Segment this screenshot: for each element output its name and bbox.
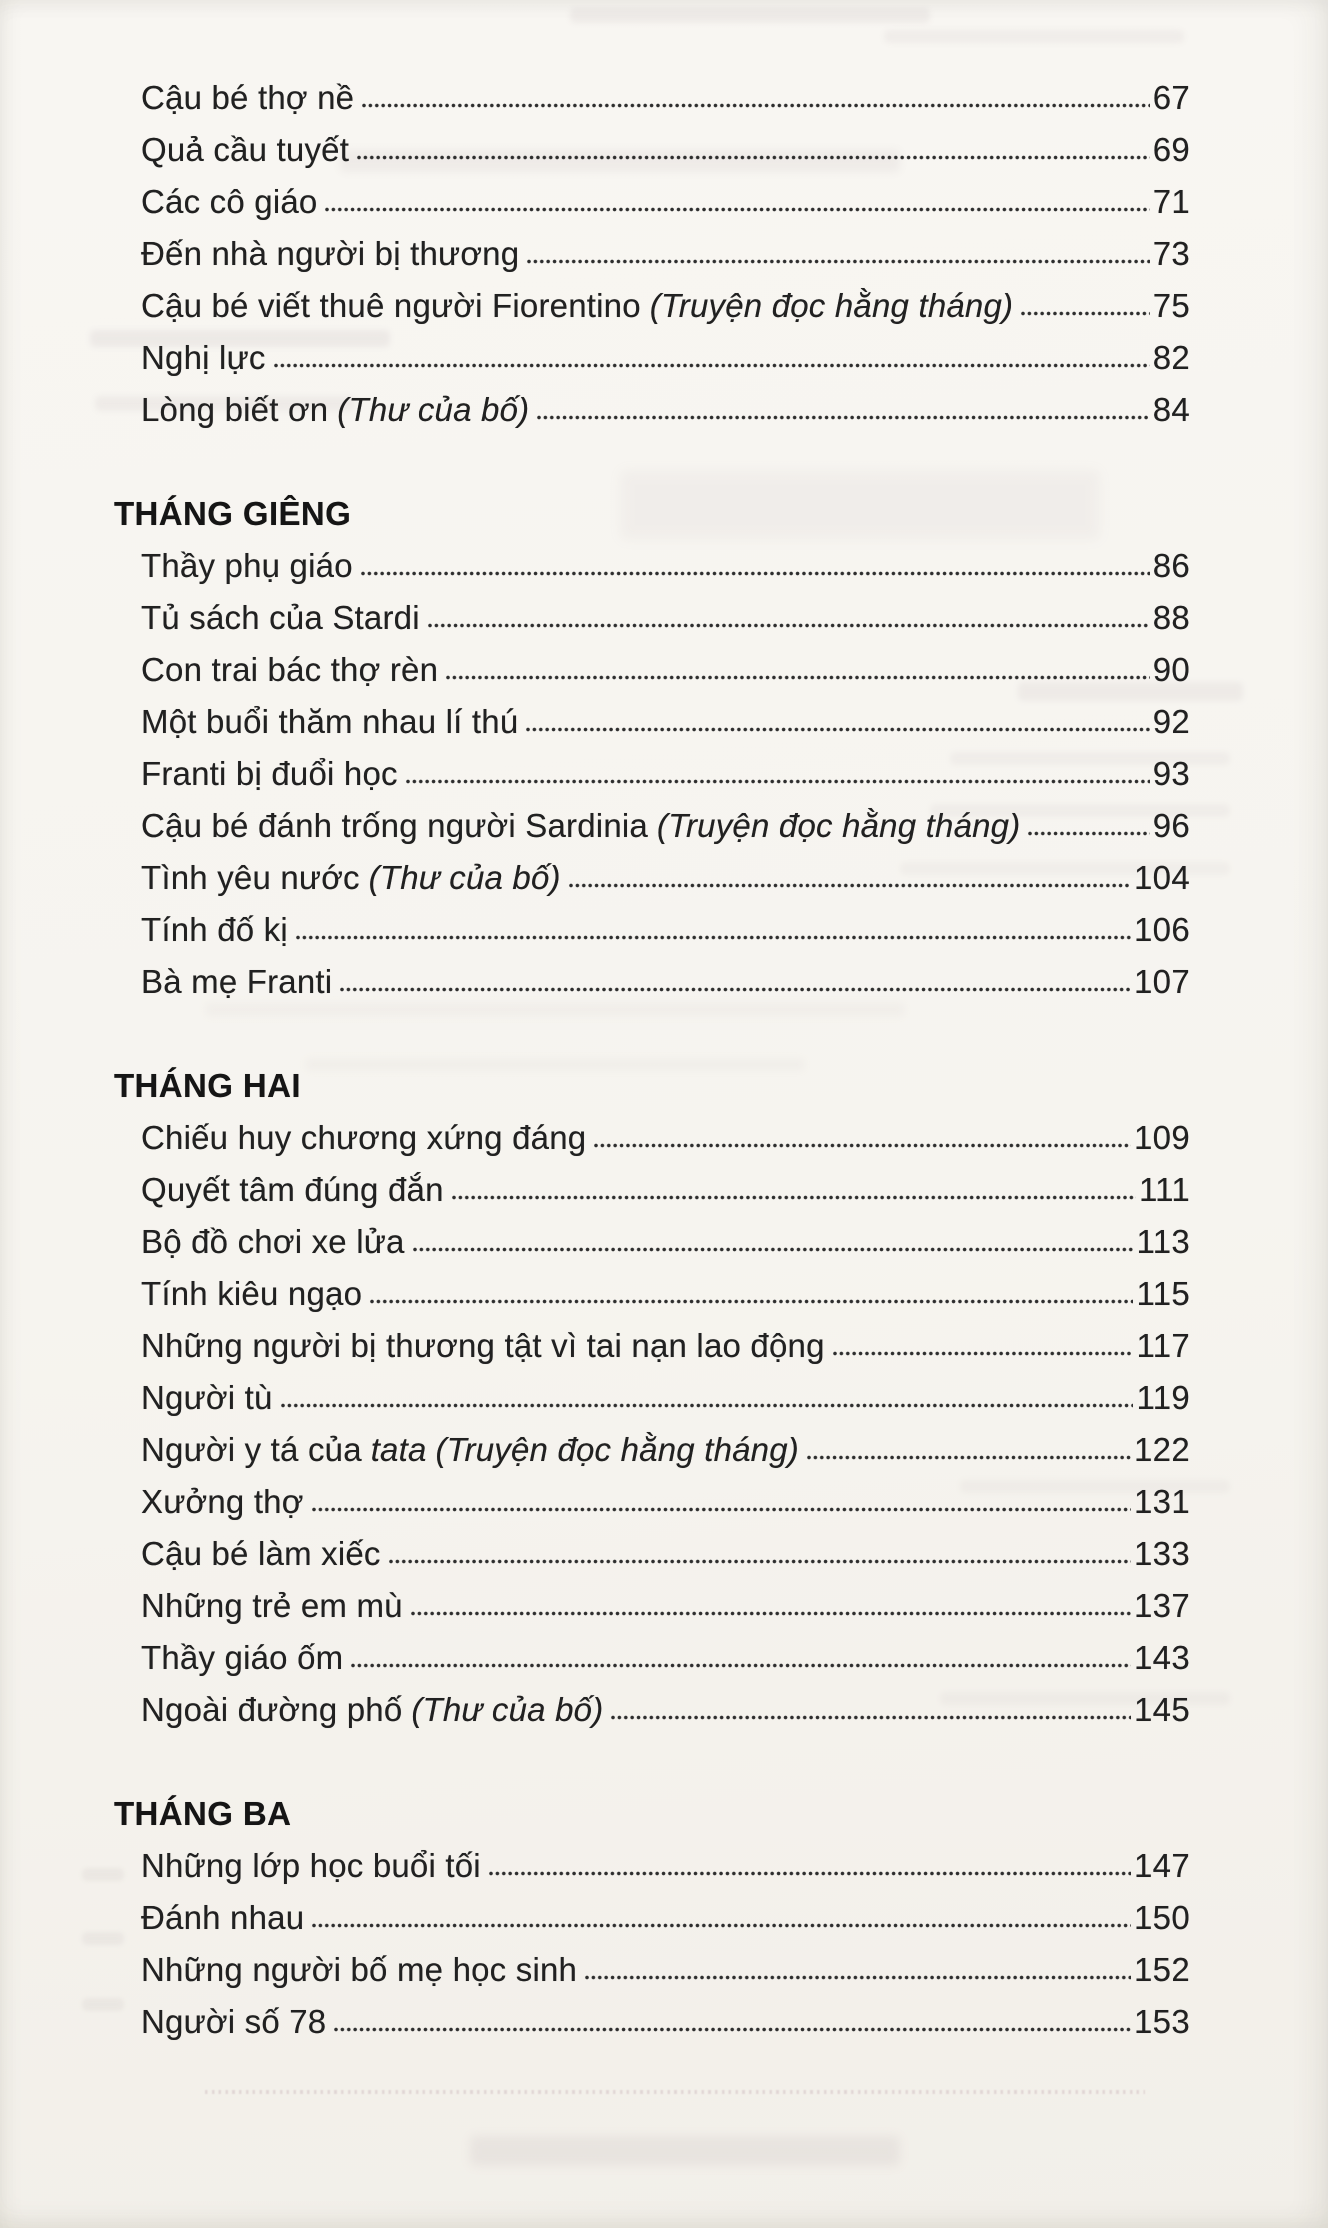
dotted-leader — [525, 726, 1149, 733]
bleedthrough-ghost — [82, 1868, 124, 1881]
entry-note: (Truyện đọc hằng tháng) — [656, 807, 1021, 844]
entry-title: Cậu bé đánh trống người Sardinia — [141, 807, 648, 844]
page-number: 145 — [1134, 1691, 1190, 1728]
entry-title: Thầy phụ giáo — [141, 547, 353, 584]
toc — [114, 72, 1190, 2048]
entry-title: Đến nhà người bị thương — [141, 235, 520, 272]
entry-title: Những người bị thương tật vì tai nạn lao động — [141, 1327, 825, 1364]
toc-entry — [141, 176, 1190, 228]
page-number: 69 — [1152, 131, 1190, 168]
section-heading: THÁNG HAI — [114, 1067, 301, 1104]
toc-entry — [141, 384, 1190, 436]
dotted-leader — [568, 882, 1131, 889]
bleedthrough-ghost — [884, 30, 1184, 43]
entry-note: (Truyện đọc hằng tháng) — [435, 1431, 799, 1468]
toc-entry — [141, 1320, 1190, 1372]
page-number: 115 — [1136, 1275, 1190, 1312]
dotted-leader — [311, 1922, 1131, 1929]
entry-title: Tính đố kị — [141, 911, 288, 948]
page-number: 109 — [1134, 1119, 1190, 1156]
dotted-leader — [806, 1454, 1131, 1461]
dotted-leader — [610, 1714, 1131, 1721]
toc-entry — [141, 1372, 1190, 1424]
toc-entry — [141, 1112, 1190, 1164]
toc-entry — [141, 1580, 1190, 1632]
page-number: 71 — [1152, 183, 1190, 220]
entry-title: Một buổi thăm nhau lí thú — [141, 703, 519, 740]
toc-entry — [141, 124, 1190, 176]
dotted-leader — [324, 206, 1149, 213]
entry-title: Tủ sách của Stardi — [141, 599, 420, 636]
dotted-leader — [412, 1246, 1134, 1253]
entry-title: Cậu bé thợ nề — [141, 79, 355, 116]
toc-entry — [141, 1424, 1190, 1476]
dotted-leader — [311, 1506, 1131, 1513]
toc-entry — [141, 1476, 1190, 1528]
toc-entry — [141, 852, 1190, 904]
toc-entry — [141, 72, 1190, 124]
page-number: 107 — [1134, 963, 1190, 1000]
toc-entry — [141, 1632, 1190, 1684]
bleedthrough-ghost — [570, 8, 930, 23]
dotted-leader — [488, 1870, 1131, 1877]
entry-title: Tính kiêu ngạo — [141, 1275, 363, 1312]
toc-entry — [141, 332, 1190, 384]
dotted-leader — [526, 258, 1149, 265]
toc-entry — [141, 1944, 1190, 1996]
page-number: 113 — [1136, 1223, 1190, 1260]
dotted-leader — [536, 414, 1149, 421]
dotted-leader — [405, 778, 1150, 785]
toc-entry — [141, 1164, 1190, 1216]
dotted-leader — [445, 674, 1150, 681]
entry-title: Chiếu huy chương xứng đáng — [141, 1119, 587, 1156]
toc-entry — [141, 956, 1190, 1008]
page-number: 88 — [1152, 599, 1190, 636]
entry-title: Tình yêu nước — [141, 859, 360, 896]
entry-title: Xưởng thợ — [141, 1483, 304, 1520]
entry-title: Lòng biết ơn — [141, 391, 329, 428]
page-number: 96 — [1152, 807, 1190, 844]
entry-title: Thầy giáo ốm — [141, 1639, 344, 1676]
page-number: 152 — [1134, 1951, 1190, 1988]
toc-entry — [141, 1684, 1190, 1736]
toc-entry — [141, 696, 1190, 748]
page-number: 137 — [1134, 1587, 1190, 1624]
toc-entry — [141, 1268, 1190, 1320]
toc-entry — [141, 1216, 1190, 1268]
toc-entry — [141, 592, 1190, 644]
entry-title: Bộ đồ chơi xe lửa — [141, 1223, 405, 1260]
entry-title: Những người bố mẹ học sinh — [141, 1951, 578, 1988]
entry-title: Bà mẹ Franti — [141, 963, 333, 1000]
page-number: 67 — [1152, 79, 1190, 116]
bleedthrough-ghost — [82, 1998, 124, 2011]
toc-entry — [141, 644, 1190, 696]
entry-title: Franti bị đuổi học — [141, 755, 398, 792]
dotted-leader — [369, 1298, 1133, 1305]
entry-title: Cậu bé làm xiếc — [141, 1535, 381, 1572]
page-number: 90 — [1152, 651, 1190, 688]
dotted-leader — [1020, 310, 1149, 317]
entry-note: (Thư của bố) — [337, 391, 530, 428]
bleedthrough-ghost — [470, 2136, 900, 2166]
entry-note: (Thư của bố) — [368, 859, 561, 896]
toc-entry — [141, 1996, 1190, 2048]
bleedthrough-dotted-line — [205, 2090, 1145, 2094]
page-number: 106 — [1134, 911, 1190, 948]
entry-title: Cậu bé viết thuê người Fiorentino — [141, 287, 641, 324]
page-number: 93 — [1152, 755, 1190, 792]
page-number: 82 — [1152, 339, 1190, 376]
dotted-leader — [356, 154, 1150, 161]
toc-entry — [141, 800, 1190, 852]
entry-title: Quyết tâm đúng đắn — [141, 1171, 444, 1208]
toc-entry — [141, 904, 1190, 956]
dotted-leader — [295, 934, 1131, 941]
dotted-leader — [360, 570, 1150, 577]
section-heading: THÁNG BA — [114, 1795, 292, 1832]
entry-title: Ngoài đường phố — [141, 1691, 403, 1728]
dotted-leader — [451, 1194, 1136, 1201]
toc-entry — [141, 1840, 1190, 1892]
dotted-leader — [427, 622, 1150, 629]
dotted-leader — [388, 1558, 1131, 1565]
entry-title: Những trẻ em mù — [141, 1587, 403, 1624]
page-number: 86 — [1152, 547, 1190, 584]
entry-title: Con trai bác thợ rèn — [141, 651, 439, 688]
page-number: 92 — [1152, 703, 1190, 740]
entry-title: Người tù — [141, 1379, 273, 1416]
entry-title: Những lớp học buổi tối — [141, 1847, 481, 1884]
page-number: 104 — [1134, 859, 1190, 896]
page-number: 143 — [1134, 1639, 1190, 1676]
bleedthrough-ghost — [82, 1932, 124, 1945]
entry-note: (Truyện đọc hằng tháng) — [649, 287, 1014, 324]
toc-entry — [141, 1892, 1190, 1944]
page-number: 147 — [1134, 1847, 1190, 1884]
toc-entry — [141, 540, 1190, 592]
entry-title: Người số 78 — [141, 2003, 327, 2040]
entry-title: Đánh nhau — [141, 1899, 305, 1936]
entry-title: Quả cầu tuyết — [141, 131, 350, 168]
dotted-leader — [593, 1142, 1131, 1149]
dotted-leader — [361, 102, 1149, 109]
dotted-leader — [584, 1974, 1131, 1981]
page-number: 84 — [1152, 391, 1190, 428]
dotted-leader — [350, 1662, 1131, 1669]
page-number: 119 — [1136, 1379, 1190, 1416]
dotted-leader — [410, 1610, 1131, 1617]
page-number: 117 — [1136, 1327, 1190, 1364]
toc-entry — [141, 228, 1190, 280]
dotted-leader — [273, 362, 1150, 369]
section-heading: THÁNG GIÊNG — [114, 495, 352, 532]
toc-entry — [141, 748, 1190, 800]
page-number: 75 — [1152, 287, 1190, 324]
page-number: 111 — [1138, 1171, 1190, 1208]
entry-title: Người y tá của — [141, 1431, 362, 1468]
dotted-leader — [339, 986, 1131, 993]
toc-entry — [141, 280, 1190, 332]
dotted-leader — [280, 1402, 1134, 1409]
dotted-leader — [333, 2026, 1131, 2033]
page-number: 122 — [1134, 1431, 1190, 1468]
entry-note: (Thư của bố) — [411, 1691, 604, 1728]
toc-entry — [141, 1528, 1190, 1580]
page-number: 150 — [1134, 1899, 1190, 1936]
dotted-leader — [832, 1350, 1134, 1357]
page-number: 73 — [1152, 235, 1190, 272]
entry-title: Nghị lực — [141, 339, 266, 376]
page-number: 153 — [1134, 2003, 1190, 2040]
entry-title: Các cô giáo — [141, 183, 318, 220]
entry-title-italic: tata — [370, 1431, 427, 1468]
dotted-leader — [1027, 830, 1149, 837]
page-number: 133 — [1134, 1535, 1190, 1572]
page-number: 131 — [1134, 1483, 1190, 1520]
